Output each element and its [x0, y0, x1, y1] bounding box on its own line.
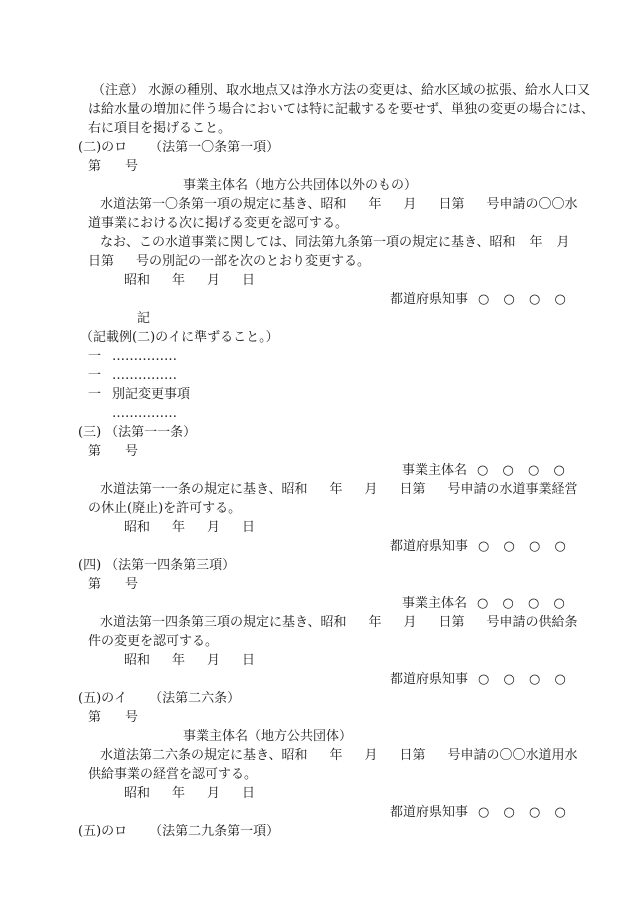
- era-label: 昭和: [124, 653, 151, 668]
- section-number: (二)のロ: [78, 140, 128, 155]
- addressee: [0, 176, 630, 195]
- addressee-name-placeholder: ○ ○ ○ ○: [477, 463, 566, 478]
- body-line: [0, 480, 630, 499]
- month-label: 月: [207, 273, 221, 288]
- signature-line: [0, 290, 630, 309]
- list-item: [0, 366, 630, 385]
- note-text: は給水量の増加に伴う場合においては特に記載するを要せず、単独の変更の場合には、: [88, 102, 594, 117]
- body-line: [0, 214, 630, 233]
- year-label: 年: [529, 235, 543, 250]
- note-text: 右に項目を掲げること。: [88, 121, 232, 136]
- body-text: 件の変更を認可する。: [88, 634, 219, 649]
- body-line: [0, 613, 630, 632]
- body-text: なお、この水道事業に関しては、同法第九条第一項の規定に基き、昭和: [100, 235, 516, 250]
- month-label: 月: [403, 615, 417, 630]
- section-heading: [0, 423, 630, 442]
- body-text: 号申請の供給条: [486, 615, 578, 630]
- list-dots: ……………: [112, 349, 178, 364]
- body-line: [0, 252, 630, 271]
- list-text: 別記変更事項: [112, 387, 191, 402]
- year-label: 年: [329, 748, 343, 763]
- month-label: 月: [364, 482, 378, 497]
- addressee-text: 事業主体名: [402, 596, 468, 611]
- addressee-name-placeholder: ○ ○ ○ ○: [477, 596, 566, 611]
- year-label: 年: [172, 520, 186, 535]
- note-line: [0, 81, 630, 100]
- day-label: 日第: [438, 197, 465, 212]
- doc-number-prefix: 第: [88, 577, 102, 592]
- section-heading: [0, 822, 630, 841]
- doc-number-prefix: 第: [88, 159, 102, 174]
- day-label: 日第: [88, 254, 115, 269]
- doc-number-line: [0, 442, 630, 461]
- section-number: (四): [78, 558, 102, 573]
- day-label: 日第: [399, 748, 426, 763]
- body-text: 水道法第一一条の規定に基き、昭和: [100, 482, 308, 497]
- body-text: の休止(廃止)を許可する。: [88, 501, 242, 516]
- list-dots: ……………: [112, 406, 177, 421]
- year-label: 年: [329, 482, 343, 497]
- doc-number-line: [0, 157, 630, 176]
- signature-line: [0, 803, 630, 822]
- section-heading: [0, 138, 630, 157]
- date-line: [0, 651, 630, 670]
- section-number: (三): [78, 425, 102, 440]
- section-heading: [0, 556, 630, 575]
- list-item: [0, 385, 630, 404]
- year-label: 年: [368, 197, 382, 212]
- ki-label: 記: [137, 311, 151, 326]
- body-text: 道事業における次に掲げる変更を認可する。: [88, 216, 349, 231]
- note-label: （注意）: [92, 83, 145, 98]
- addressee-text: 事業主体名（地方公共団体）: [183, 729, 353, 744]
- signer-name-placeholder: ○ ○ ○ ○: [478, 539, 567, 554]
- body-text: 供給事業の経営を認可する。: [88, 767, 258, 782]
- doc-number-suffix: 号: [125, 444, 139, 459]
- era-label: 昭和: [124, 786, 151, 801]
- month-label: 月: [364, 748, 378, 763]
- list-bullet: 一: [88, 387, 102, 402]
- era-label: 昭和: [124, 273, 151, 288]
- day-label: 日: [242, 520, 256, 535]
- day-label: 日: [242, 786, 256, 801]
- section-heading: [0, 689, 630, 708]
- doc-number-prefix: 第: [88, 710, 102, 725]
- day-label: 日: [242, 653, 256, 668]
- list-item: [0, 347, 630, 366]
- section-law: （法第一〇条第一項）: [149, 140, 280, 155]
- body-text: 号申請の〇〇水: [486, 197, 578, 212]
- body-line: [0, 195, 630, 214]
- body-text: 水道法第一〇条第一項の規定に基き、昭和: [100, 197, 347, 212]
- addressee-text: 事業主体名（地方公共団体以外のもの）: [183, 178, 418, 193]
- section-number: (五)のロ: [78, 824, 128, 839]
- doc-number-suffix: 号: [125, 710, 139, 725]
- list-item: [0, 404, 630, 423]
- signature-line: [0, 670, 630, 689]
- section-law: （法第一四条第三項）: [105, 558, 236, 573]
- body-text: 水道法第一四条第三項の規定に基き、昭和: [100, 615, 347, 630]
- note-line: [0, 100, 630, 119]
- era-label: 昭和: [124, 520, 151, 535]
- doc-number-suffix: 号: [125, 159, 139, 174]
- example-note-text: （記載例(二)のイに準ずること。）: [80, 330, 279, 345]
- list-bullet: 一: [88, 349, 102, 364]
- section-number: (五)のイ: [78, 691, 128, 706]
- doc-number-prefix: 第: [88, 444, 102, 459]
- month-label: 月: [207, 520, 221, 535]
- signature-line: [0, 537, 630, 556]
- addressee: [0, 461, 630, 480]
- signer-name-placeholder: ○ ○ ○ ○: [478, 805, 567, 820]
- signer-name-placeholder: ○ ○ ○ ○: [478, 672, 567, 687]
- example-note: [0, 328, 630, 347]
- body-line: [0, 632, 630, 651]
- note-line: [0, 119, 630, 138]
- section-law: （法第二六条）: [149, 691, 241, 706]
- doc-number-line: [0, 575, 630, 594]
- body-text: 水道法第二六条の規定に基き、昭和: [100, 748, 308, 763]
- year-label: 年: [172, 273, 186, 288]
- list-bullet: 一: [88, 368, 102, 383]
- month-label: 月: [207, 786, 221, 801]
- body-line: [0, 765, 630, 784]
- body-line: [0, 746, 630, 765]
- day-label: 日第: [438, 615, 465, 630]
- body-line: [0, 233, 630, 252]
- doc-number-line: [0, 708, 630, 727]
- date-line: [0, 271, 630, 290]
- section-law: （法第一一条）: [105, 425, 197, 440]
- addressee: [0, 727, 630, 746]
- day-label: 日第: [399, 482, 426, 497]
- note-text: 水源の種別、取水地点又は浄水方法の変更は、給水区域の拡張、給水人口又: [148, 83, 591, 98]
- month-label: 月: [207, 653, 221, 668]
- addressee: [0, 594, 630, 613]
- month-label: 月: [403, 197, 417, 212]
- signer-name-placeholder: ○ ○ ○ ○: [478, 292, 567, 307]
- date-line: [0, 518, 630, 537]
- year-label: 年: [368, 615, 382, 630]
- ki-heading: [0, 309, 630, 328]
- addressee-text: 事業主体名: [402, 463, 468, 478]
- date-line: [0, 784, 630, 803]
- body-line: [0, 499, 630, 518]
- signer-title: 都道府県知事: [390, 672, 469, 687]
- signer-title: 都道府県知事: [390, 292, 469, 307]
- year-label: 年: [172, 786, 186, 801]
- body-text: 号申請の〇〇水道用水: [447, 748, 578, 763]
- doc-number-suffix: 号: [125, 577, 139, 592]
- month-label: 月: [556, 235, 570, 250]
- signer-title: 都道府県知事: [390, 805, 469, 820]
- body-text: 号申請の水道事業経営: [447, 482, 578, 497]
- signer-title: 都道府県知事: [390, 539, 469, 554]
- list-dots: ……………: [112, 368, 178, 383]
- body-text: 号の別記の一部を次のとおり変更する。: [136, 254, 371, 269]
- day-label: 日: [242, 273, 256, 288]
- year-label: 年: [172, 653, 186, 668]
- section-law: （法第二九条第一項）: [149, 824, 280, 839]
